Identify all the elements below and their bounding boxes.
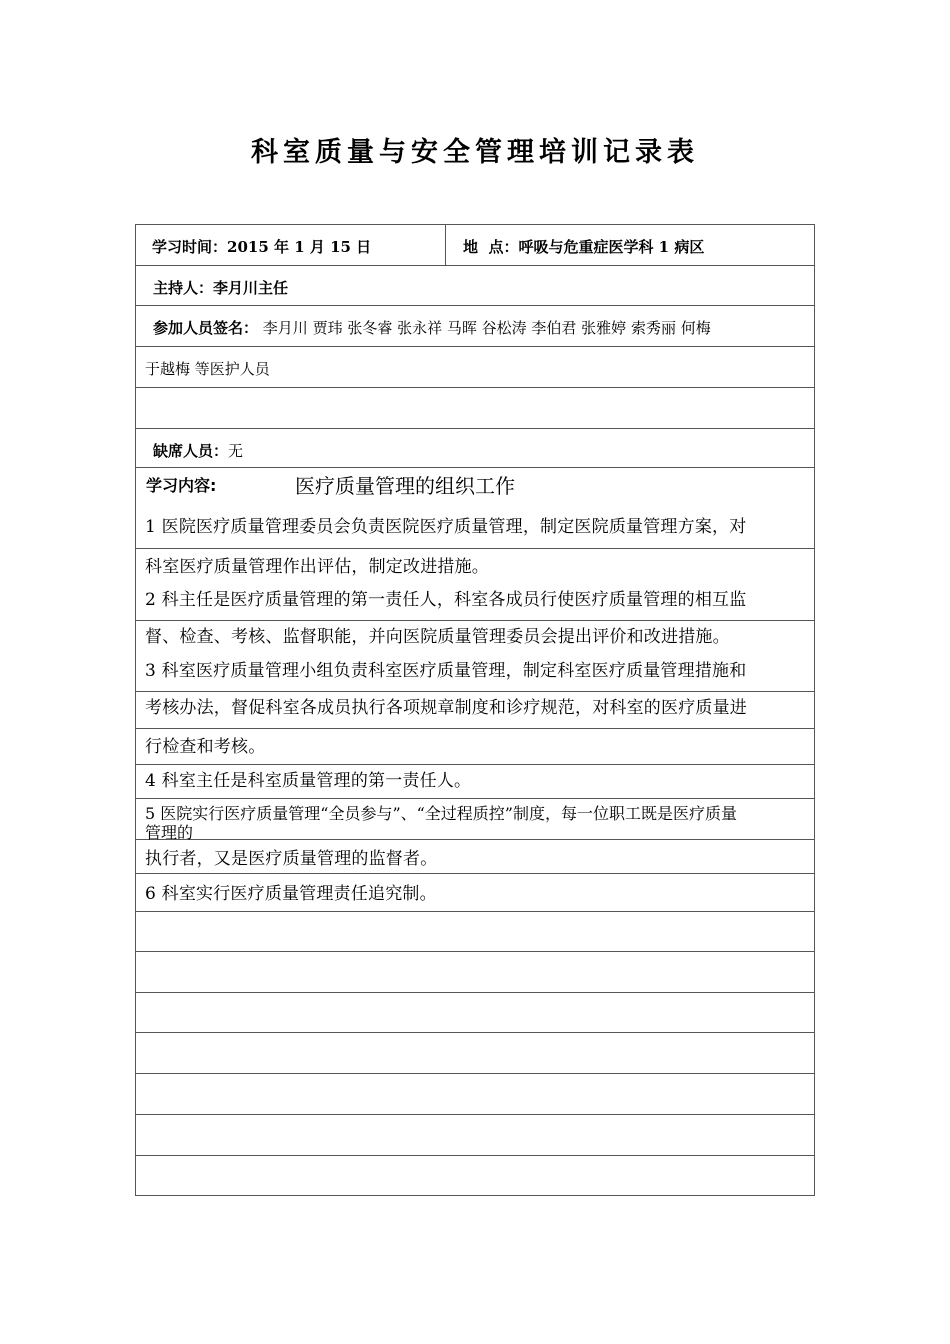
column-divider — [445, 224, 446, 265]
content-label: 学习内容: — [146, 476, 217, 495]
content-line: 督、检查、考核、监督职能，并向医院质量管理委员会提出评价和改进措施。 — [145, 627, 730, 647]
row-divider — [135, 1155, 815, 1156]
attendees-names: 李月川 贾玮 张冬睿 张永祥 马晖 谷松涛 李伯君 张雅婷 索秀丽 何梅 — [262, 319, 711, 337]
content-line: 2 科主任是医疗质量管理的第一责任人，科室各成员行使医疗质量管理的相互监 — [145, 590, 747, 610]
absent-cell — [153, 440, 243, 461]
absent-value: 无 — [228, 442, 244, 460]
content-line: 1 医院医疗质量管理委员会负责医院医疗质量管理，制定医院质量管理方案，对 — [145, 517, 747, 537]
content-line: 3 科室医疗质量管理小组负责科室医疗质量管理，制定科室医疗质量管理措施和 — [145, 661, 747, 681]
row-divider — [135, 1114, 815, 1115]
row-divider — [135, 346, 815, 347]
content-line: 科室医疗质量管理作出评估，制定改进措施。 — [145, 557, 489, 577]
row-divider — [135, 387, 815, 388]
content-line: 考核办法，督促科室各成员执行各项规章制度和诊疗规范，对科室的医疗质量进 — [145, 698, 747, 718]
row-divider — [135, 798, 815, 799]
content-topic: 医疗质量管理的组织工作 — [295, 474, 515, 498]
row-divider — [135, 691, 815, 692]
row-divider — [135, 428, 815, 429]
row-divider — [135, 548, 815, 549]
row-divider — [135, 873, 815, 874]
row-divider — [135, 467, 815, 468]
page-title: 科室质量与安全管理培训记录表 — [251, 137, 699, 168]
row-divider — [135, 1073, 815, 1074]
host-label: 主持人： — [153, 279, 214, 297]
row-divider — [135, 1032, 815, 1033]
host-value: 李月川主任 — [213, 279, 289, 297]
row-divider — [135, 992, 815, 993]
row-divider — [135, 764, 815, 765]
content-line: 5 医院实行医疗质量管理“全员参与”、“全过程质控”制度，每一位职工既是医疗质量 — [145, 804, 737, 823]
study-time-value: 2015 年 1 月 15 日 — [227, 238, 372, 256]
row-divider — [135, 620, 815, 621]
row-divider — [135, 305, 815, 306]
study-time-label: 学习时间： — [152, 238, 228, 256]
attendees-label: 参加人员签名： — [153, 319, 259, 337]
row-divider — [135, 839, 815, 840]
content-line: 行检查和考核。 — [145, 737, 266, 757]
study-time-cell — [152, 236, 371, 257]
location-value: 呼吸与危重症医学科 1 病区 — [518, 238, 705, 256]
host-cell — [153, 277, 288, 298]
absent-label: 缺席人员： — [153, 442, 229, 460]
content-line: 4 科室主任是科室质量管理的第一责任人。 — [145, 771, 472, 791]
row-divider — [135, 728, 815, 729]
row-divider — [135, 911, 815, 912]
content-line: 管理的 — [145, 823, 194, 842]
content-line: 执行者，又是医疗质量管理的监督者。 — [145, 849, 438, 869]
attendees-cell — [153, 317, 711, 338]
location-label: 地 点： — [463, 238, 519, 256]
attendees-names-continued: 于越梅 等医护人员 — [145, 360, 270, 378]
row-divider — [135, 265, 815, 266]
row-divider — [135, 951, 815, 952]
location-cell — [463, 236, 704, 257]
content-line: 6 科室实行医疗质量管理责任追究制。 — [145, 884, 437, 904]
